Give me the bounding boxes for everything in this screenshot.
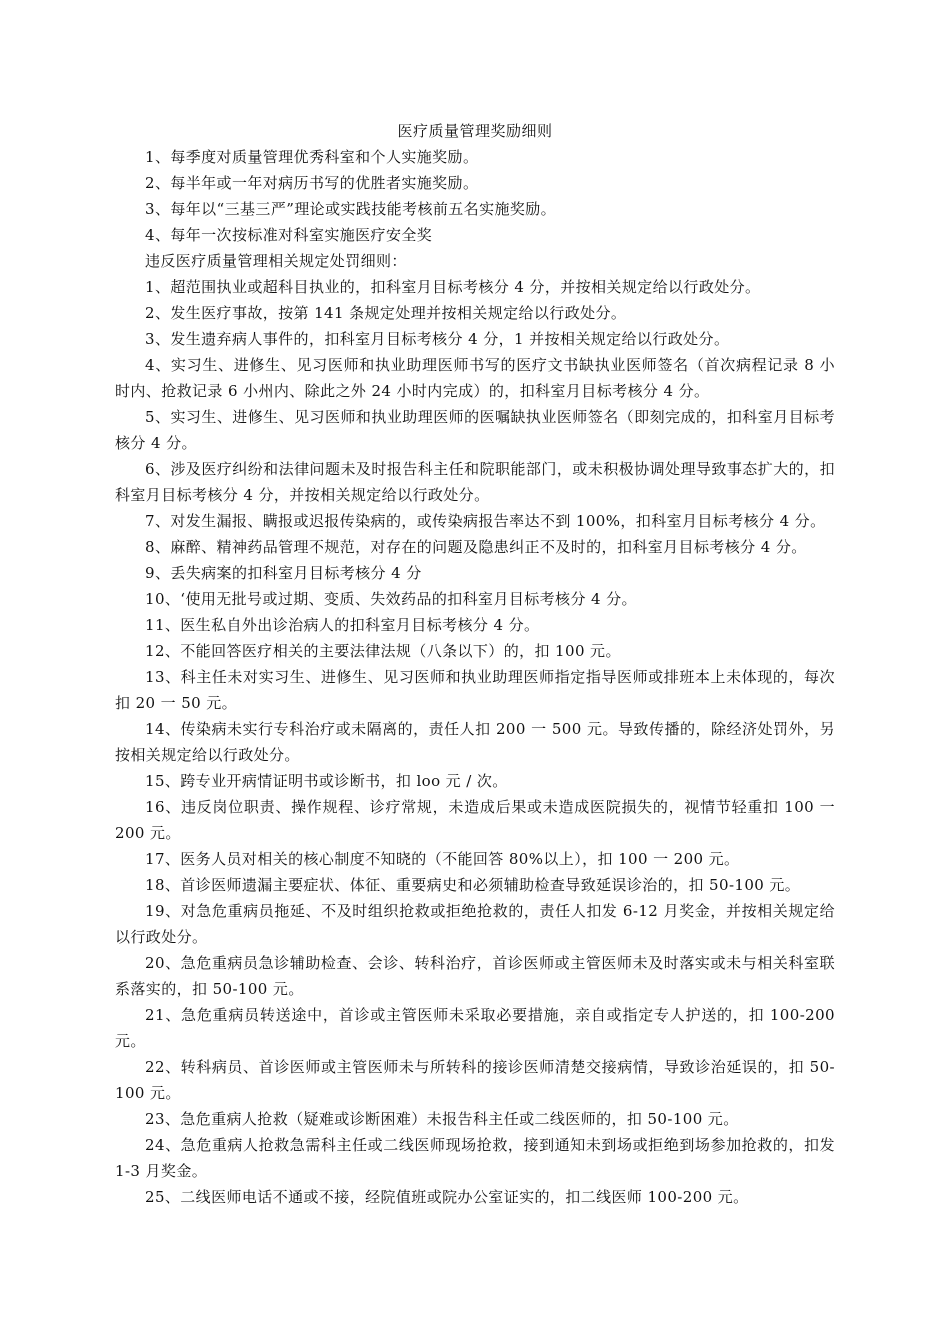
paragraph: 9、丢失病案的扣科室月目标考核分 4 分 [145, 564, 422, 582]
section-heading: 违反医疗质量管理相关规定处罚细则： [145, 252, 407, 270]
paragraph: 15、跨专业开病情证明书或诊断书，扣 loo 元 / 次。 [145, 772, 508, 790]
paragraph: 21、急危重病员转送途中，首诊或主管医师未采取必要措施，亲自或指定专人护送的，扣 100-200 元。 [115, 1006, 835, 1050]
paragraph: 3、每年以“三基三严”理论或实践技能考核前五名实施奖励。 [145, 200, 557, 218]
paragraph: 25、二线医师电话不通或不接，经院值班或院办公室证实的，扣二线医师 100-200 元。 [145, 1188, 749, 1206]
paragraph: 1、超范围执业或超科目执业的，扣科室月目标考核分 4 分，并按相关规定给以行政处分。 [145, 278, 761, 296]
document-title: 医疗质量管理奖励细则 [397, 122, 553, 140]
paragraph: 17、医务人员对相关的核心制度不知晓的（不能回答 80%以上），扣 100 一 200 元。 [145, 850, 740, 868]
paragraph: 2、每半年或一年对病历书写的优胜者实施奖励。 [145, 174, 479, 192]
paragraph: 13、科主任未对实习生、进修生、见习医师和执业助理医师指定指导医师或排班本上未体现的，每次扣 20 一 50 元。 [115, 668, 835, 712]
paragraph: 12、不能回答医疗相关的主要法律法规（八条以下）的，扣 100 元。 [145, 642, 621, 660]
paragraph: 8、麻醉、精神药品管理不规范，对存在的问题及隐患纠正不及时的，扣科室月目标考核分 4 分。 [145, 538, 807, 556]
paragraph: 16、违反岗位职责、操作规程、诊疗常规，未造成后果或未造成医院损失的，视情节轻重扣 100 一 200 元。 [115, 798, 835, 842]
paragraph: 23、急危重病人抢救（疑难或诊断困难）未报告科主任或二线医师的，扣 50-100 元。 [145, 1110, 739, 1128]
paragraph: 7、对发生漏报、瞒报或迟报传染病的，或传染病报告率达不到 100%，扣科室月目标考核分 4 分。 [145, 512, 826, 530]
paragraph: 1、每季度对质量管理优秀科室和个人实施奖励。 [145, 148, 479, 166]
paragraph: 6、涉及医疗纠纷和法律问题未及时报告科主任和院职能部门，或未积极协调处理导致事态扩大的，扣科室月目标考核分 4 分，并按相关规定给以行政处分。 [115, 460, 835, 504]
paragraph: 11、医生私自外出诊治病人的扣科室月目标考核分 4 分。 [145, 616, 540, 634]
paragraph: 20、急危重病员急诊辅助检查、会诊、转科治疗，首诊医师或主管医师未及时落实或未与相关科室联系落实的，扣 50-100 元。 [115, 954, 835, 998]
paragraph: 14、传染病未实行专科治疗或未隔离的，责任人扣 200 一 500 元。导致传播的，除经济处罚外，另按相关规定给以行政处分。 [115, 720, 835, 764]
paragraph: 3、发生遗弃病人事件的，扣科室月目标考核分 4 分，1 并按相关规定给以行政处分。 [145, 330, 730, 348]
paragraph: 18、首诊医师遗漏主要症状、体征、重要病史和必须辅助检查导致延误诊治的，扣 50-100 元。 [145, 876, 801, 894]
document-body [115, 118, 835, 1210]
paragraph: 24、急危重病人抢救急需科主任或二线医师现场抢救，接到通知未到场或拒绝到场参加抢救的，扣发 1-3 月奖金。 [115, 1136, 835, 1180]
paragraph: 22、转科病员、首诊医师或主管医师未与所转科的接诊医师清楚交接病情，导致诊治延误的，扣 50-100 元。 [115, 1058, 835, 1102]
paragraph: 5、实习生、进修生、见习医师和执业助理医师的医嘱缺执业医师签名（即刻完成的，扣科室月目标考核分 4 分。 [115, 408, 835, 452]
paragraph: 4、实习生、进修生、见习医师和执业助理医师书写的医疗文书缺执业医师签名（首次病程记录 8 小时内、抢救记录 6 小州内、除此之外 24 小时内完成）的，扣科室月目标考核分 4 分。 [115, 356, 835, 400]
paragraph: 4、每年一次按标准对科室实施医疗安全奖 [145, 226, 433, 244]
paragraph: 10、‘使用无批号或过期、变质、失效药品的扣科室月目标考核分 4 分。 [145, 590, 637, 608]
paragraph: 19、对急危重病员拖延、不及时组织抢救或拒绝抢救的，责任人扣发 6-12 月奖金，并按相关规定给以行政处分。 [115, 902, 835, 946]
paragraph: 2、发生医疗事故，按第 141 条规定处理并按相关规定给以行政处分。 [145, 304, 627, 322]
